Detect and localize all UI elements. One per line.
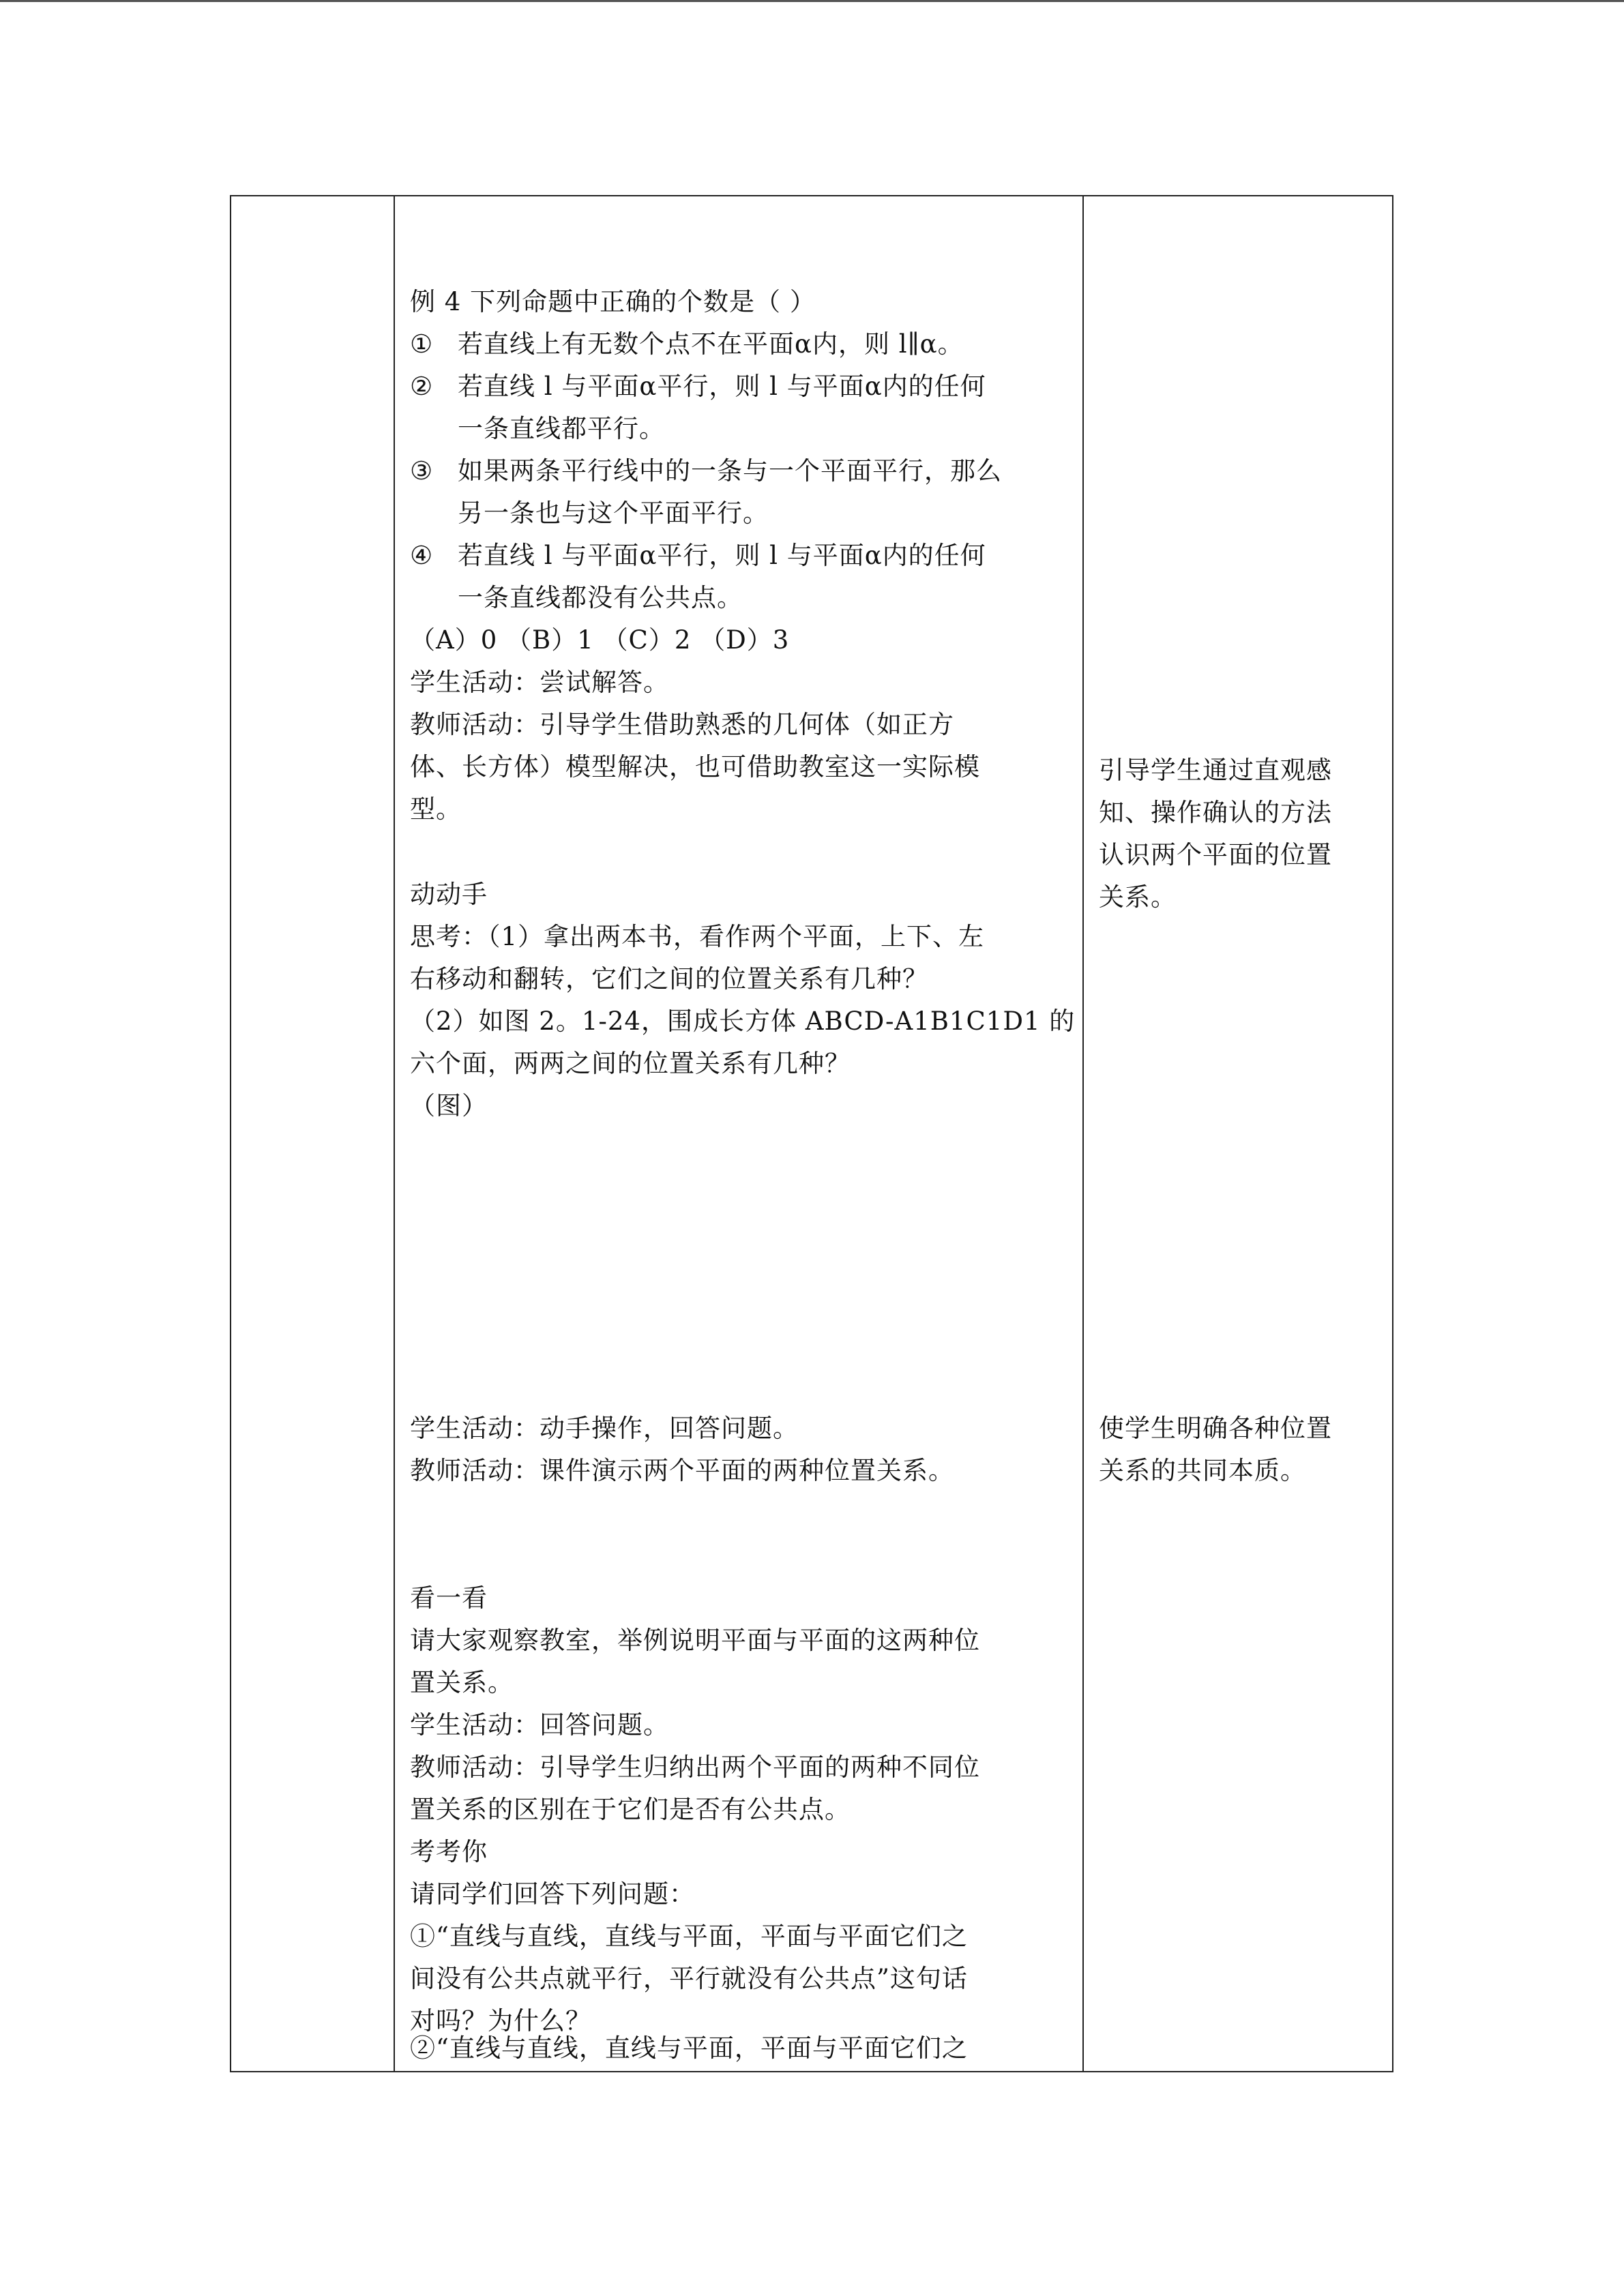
quiz-question-line: 间没有公共点就平行，平行就没有公共点”这句话 (410, 1964, 968, 1993)
design-note-line: 关系。 (1099, 882, 1177, 912)
student-activity: 学生活动：尝试解答。 (410, 668, 669, 697)
quiz-question: ②“直线与直线，直线与平面，平面与平面它们之 (410, 2033, 968, 2063)
observation-prompt: 请大家观察教室，举例说明平面与平面的这两种位 (410, 1626, 980, 1655)
design-note: 引导学生通过直观感 (1099, 756, 1332, 785)
student-activity: 学生活动：动手操作，回答问题。 (410, 1414, 799, 1443)
lesson-plan-table (230, 195, 1393, 2072)
item-number: ① (410, 329, 434, 359)
item-text: 若直线 l 与平面α平行，则 l 与平面α内的任何 (458, 541, 986, 570)
item-text: 若直线上有无数个点不在平面α内，则 l∥α。 (458, 329, 964, 359)
item-number: ② (410, 372, 434, 401)
teacher-activity-line: 体、长方体）模型解决，也可借助教室这一实际模 (410, 752, 980, 781)
proposition-1 (410, 328, 964, 361)
thinking-question: 思考：（1）拿出两本书，看作两个平面，上下、左 (410, 922, 985, 951)
design-note-line: 知、操作确认的方法 (1099, 798, 1332, 827)
thinking-question-line: 右移动和翻转，它们之间的位置关系有几种？ (410, 964, 928, 994)
thinking-question-line: （2）如图 2。1-24，围成长方体 ABCD-A1B1C1D1 的 (410, 1007, 1076, 1036)
proposition-3 (410, 455, 1002, 488)
teacher-activity: 教师活动：课件演示两个平面的两种位置关系。 (410, 1456, 954, 1485)
design-note-line: 认识两个平面的位置 (1099, 840, 1332, 869)
page-top-edge (0, 0, 1624, 2)
proposition-4 (410, 539, 986, 572)
stage-column (231, 196, 394, 2071)
quiz-intro: 请同学们回答下列问题： (410, 1879, 695, 1909)
example-title: 例 4 下列命题中正确的个数是（ ） (410, 287, 816, 316)
proposition-2-continued: 一条直线都平行。 (458, 414, 665, 443)
quiz-question-line: 对吗？为什么？ (410, 2006, 591, 2036)
design-note-line: 关系的共同本质。 (1099, 1456, 1306, 1485)
proposition-4-continued: 一条直线都没有公共点。 (458, 583, 743, 612)
teacher-activity: 教师活动：引导学生归纳出两个平面的两种不同位 (410, 1753, 980, 1782)
item-text: 如果两条平行线中的一条与一个平面平行，那么 (458, 456, 1002, 486)
section-heading-look: 看一看 (410, 1583, 488, 1613)
teacher-activity-line: 置关系的区别在于它们是否有公共点。 (410, 1795, 851, 1824)
section-heading-hands-on: 动动手 (410, 880, 488, 909)
design-intent-column (1084, 196, 1392, 2071)
item-number: ④ (410, 541, 434, 570)
item-text: 若直线 l 与平面α平行，则 l 与平面α内的任何 (458, 372, 986, 401)
section-heading-quiz: 考考你 (410, 1837, 488, 1866)
teacher-activity-line: 型。 (410, 794, 462, 824)
design-note: 使学生明确各种位置 (1099, 1414, 1332, 1443)
student-activity: 学生活动：回答问题。 (410, 1710, 669, 1740)
thinking-question-line: 六个面，两两之间的位置关系有几种？ (410, 1049, 851, 1078)
observation-prompt-line: 置关系。 (410, 1668, 514, 1697)
teaching-content-column (395, 196, 1082, 2071)
item-number: ③ (410, 456, 434, 486)
proposition-3-continued: 另一条也与这个平面平行。 (458, 498, 769, 528)
proposition-2 (410, 370, 986, 403)
answer-options: （A）0 （B）1 （C）2 （D）3 (410, 625, 790, 655)
quiz-question: ①“直线与直线，直线与平面，平面与平面它们之 (410, 1922, 968, 1951)
figure-placeholder: （图） (410, 1091, 488, 1120)
teacher-activity: 教师活动：引导学生借助熟悉的几何体（如正方 (410, 710, 954, 739)
